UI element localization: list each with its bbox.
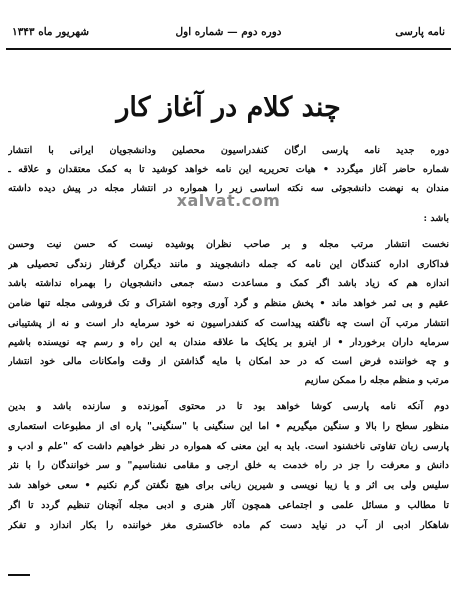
paragraph-1-line: مندان به نهضت دانشجوئی سه نکته اساسی زیر را همواره در انتشار مجله در پیش دیده داشته: [8, 183, 449, 194]
paragraph-2-line: انتشار مرتب آن است چه ناگفته پیداست که کنفدراسیون نه خود سرمایه دار است و نه از پشتیبانی: [8, 318, 449, 329]
paragraph-2-line: عقیم و بی ثمر خواهد ماند • پخش منظم و گرد آوری وجوه اشتراک و تک فروشی مجله تنها ضامن: [8, 298, 449, 309]
paragraph-1-line: دوره جدید نامه پارسی ارگان کنفدراسیون محصلین ودانشجویان ایرانی با انتشار: [8, 145, 449, 156]
paragraph-3-line: دانش و معرفت را جز در راه خدمت به خلق ارجی و مقامی نشناسیم" و سر خوانندگان را با نثر: [8, 460, 449, 471]
paragraph-3-line: منظور سطح را بالا و سنگین میگیریم • اما این سنگینی با "سنگینی" پاره ای از مطبوعات استعماری: [8, 421, 449, 432]
paragraph-2-line: سرمایه داران برخوردار • از اینرو بر یکایک ما علاقه مندان به این راه و رسم چه نویسنده باشیم: [8, 337, 449, 348]
article-title: چند کلام در آغاز کار: [116, 92, 341, 123]
paragraph-3-line: سلیس ولی بی اثر و یا زیبا نویسی و شیرین زبانی برای هیچ نگفتن گرم نکنیم • سعی خواهد شد: [8, 480, 449, 491]
footer-mark: [8, 574, 30, 576]
paragraph-2-line: مرتب و منظم مجله را ممکن سازیم: [304, 375, 449, 386]
watermark: xalvat.com: [176, 191, 281, 210]
paragraph-3-line: شاهکار ادبی از آب در نیاید دست کم ماده خاکستری مغز خواننده را بکار اندازد و تفکر: [8, 520, 449, 531]
paragraph-2-line: نخست انتشار مرتب مجله و بر صاحب نظران پوشیده نیست که حسن نیت وحسن: [8, 239, 449, 250]
journal-name: نامه پارسی: [395, 26, 445, 38]
paragraph-3-line: تا مطالب و مسائل علمی و اجتماعی همچون آثار هنری و ادبی مجله آنچنان تنظیم گردد تا اگر: [8, 500, 449, 511]
running-header: [12, 26, 445, 44]
paragraph-1-line: باشد :: [423, 213, 449, 224]
paragraph-2-line: اندازه هم که زیاد باشد اگر کمک و مساعدت دسته جمعی دانشجویان را بهمراه نداشته باشد: [8, 278, 449, 289]
paragraph-3-line: دوم آنکه نامه پارسی کوشا خواهد بود تا در محتوی آموزنده و سازنده باشد و بدین: [8, 401, 449, 412]
paragraph-2-line: فداکاری اداره کنندگان این نامه که جمله دانشجویند و مانند دیگران گرفتار زندگی تحصیلی هر: [8, 259, 449, 270]
header-rule: [6, 48, 451, 50]
paragraph-2-line: و چه خواننده فرض است که در حد امکان با مایه گذاشتن از وقت وامکانات مالی خود انتشار: [8, 356, 449, 367]
paragraph-1-line: شماره حاضر آغاز میگردد • هیات تحریریه این نامه خواهد کوشید تا به کمک معتقدان و علاقه ـ: [8, 164, 449, 175]
paragraph-3-line: پارسی زبان تفاوتی ناخشنود است. باید به این معنی که همواره در نظر خواهیم داشت که "علم و ادب و: [8, 441, 449, 452]
issue-date: شهریور ماه ۱۳۴۳: [12, 26, 90, 38]
issue-number: دوره دوم — شماره اول: [175, 26, 282, 38]
